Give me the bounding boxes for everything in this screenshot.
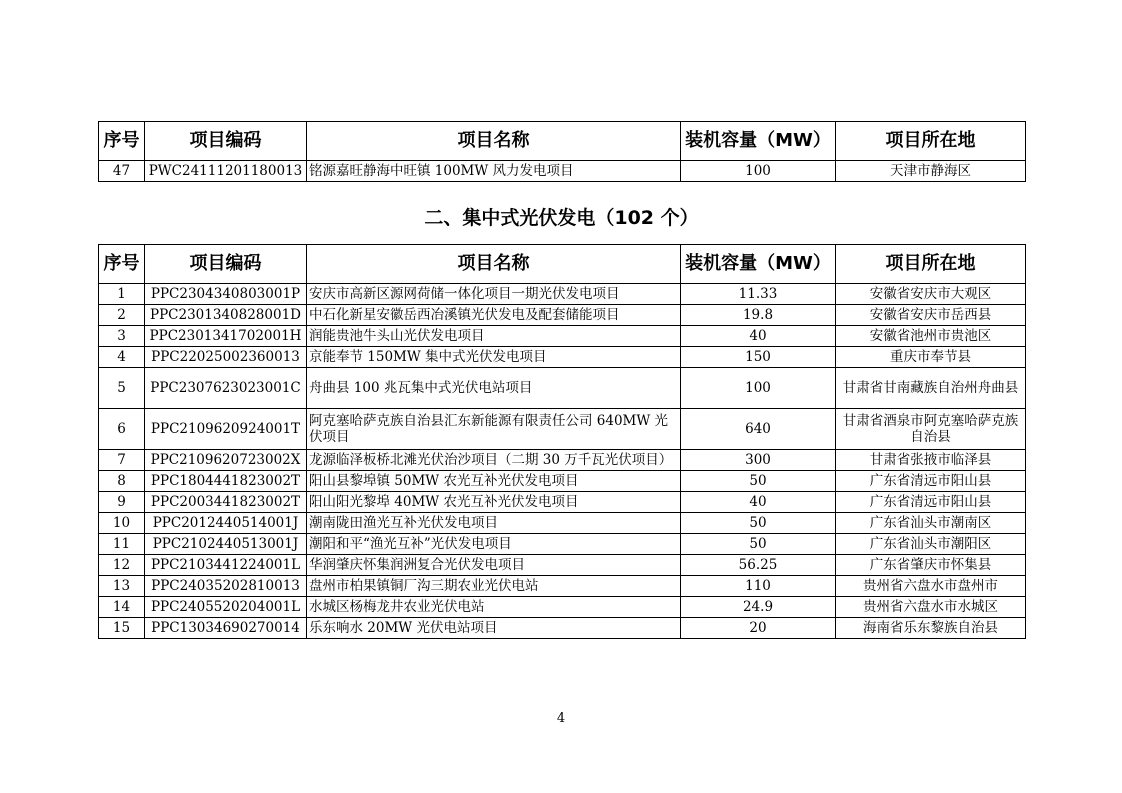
cell-project-code: PPC2102440513001J <box>145 534 307 555</box>
cell-project-name: 安庆市高新区源网荷储一体化项目一期光伏发电项目 <box>307 284 681 305</box>
cell-serial: 14 <box>99 597 145 618</box>
cell-capacity: 50 <box>681 534 836 555</box>
cell-capacity: 24.9 <box>681 597 836 618</box>
cell-capacity: 100 <box>681 368 836 409</box>
table-row <box>99 555 1026 576</box>
table-header-row <box>99 245 1026 284</box>
cell-project-code: PPC2003441823002T <box>145 492 307 513</box>
table-row <box>99 326 1026 347</box>
cell-project-name: 潮阳和平“渔光互补”光伏发电项目 <box>307 534 681 555</box>
cell-capacity: 40 <box>681 492 836 513</box>
wind-power-table <box>98 121 1026 182</box>
header-capacity: 装机容量（MW） <box>681 245 836 284</box>
cell-location: 甘肃省甘南藏族自治州舟曲县 <box>836 368 1026 409</box>
cell-project-name: 龙源临泽板桥北滩光伏治沙项目（二期 30 万千瓦光伏项目） <box>307 450 681 471</box>
page-number: 4 <box>556 711 566 726</box>
solar-power-table <box>98 244 1026 639</box>
table-row <box>99 513 1026 534</box>
cell-serial: 11 <box>99 534 145 555</box>
table-row <box>99 284 1026 305</box>
cell-capacity: 300 <box>681 450 836 471</box>
cell-serial: 9 <box>99 492 145 513</box>
cell-project-name: 京能奉节 150MW 集中式光伏发电项目 <box>307 347 681 368</box>
cell-project-code: PPC2301341702001H <box>145 326 307 347</box>
cell-location: 广东省汕头市潮阳区 <box>836 534 1026 555</box>
table-row <box>99 450 1026 471</box>
cell-location: 甘肃省酒泉市阿克塞哈萨克族自治县 <box>836 409 1026 450</box>
cell-serial: 15 <box>99 618 145 639</box>
cell-capacity: 19.8 <box>681 305 836 326</box>
header-location: 项目所在地 <box>836 245 1026 284</box>
cell-project-name: 铭源嘉旺静海中旺镇 100MW 风力发电项目 <box>307 161 681 182</box>
cell-serial: 5 <box>99 368 145 409</box>
cell-serial: 10 <box>99 513 145 534</box>
table-row <box>99 305 1026 326</box>
cell-serial: 4 <box>99 347 145 368</box>
cell-project-code: PPC2405520204001L <box>145 597 307 618</box>
cell-project-name: 潮南陇田渔光互补光伏发电项目 <box>307 513 681 534</box>
cell-serial: 12 <box>99 555 145 576</box>
cell-project-name: 中石化新星安徽岳西冶溪镇光伏发电及配套储能项目 <box>307 305 681 326</box>
cell-project-code: PPC22025002360013 <box>145 347 307 368</box>
cell-capacity: 100 <box>681 161 836 182</box>
cell-project-code: PPC13034690270014 <box>145 618 307 639</box>
cell-serial: 13 <box>99 576 145 597</box>
table-row <box>99 618 1026 639</box>
cell-project-code: PPC2103441224001L <box>145 555 307 576</box>
cell-project-code: PWC24111201180013 <box>145 161 307 182</box>
cell-capacity: 11.33 <box>681 284 836 305</box>
header-project-name: 项目名称 <box>307 245 681 284</box>
table-row <box>99 597 1026 618</box>
cell-serial: 6 <box>99 409 145 450</box>
cell-project-name: 乐东响水 20MW 光伏电站项目 <box>307 618 681 639</box>
table-row <box>99 576 1026 597</box>
cell-location: 广东省肇庆市怀集县 <box>836 555 1026 576</box>
header-location: 项目所在地 <box>836 122 1026 161</box>
cell-capacity: 50 <box>681 513 836 534</box>
cell-serial: 47 <box>99 161 145 182</box>
cell-location: 海南省乐东黎族自治县 <box>836 618 1026 639</box>
cell-project-code: PPC24035202810013 <box>145 576 307 597</box>
table-header-row <box>99 122 1026 161</box>
table-row <box>99 471 1026 492</box>
header-project-name: 项目名称 <box>307 122 681 161</box>
header-serial: 序号 <box>99 245 145 284</box>
cell-project-code: PPC2109620723002X <box>145 450 307 471</box>
table-row <box>99 368 1026 409</box>
cell-project-name: 阳山县黎埠镇 50MW 农光互补光伏发电项目 <box>307 471 681 492</box>
cell-location: 安徽省池州市贵池区 <box>836 326 1026 347</box>
header-capacity: 装机容量（MW） <box>681 122 836 161</box>
cell-location: 广东省清远市阳山县 <box>836 492 1026 513</box>
cell-capacity: 40 <box>681 326 836 347</box>
cell-serial: 1 <box>99 284 145 305</box>
cell-location: 广东省汕头市潮南区 <box>836 513 1026 534</box>
cell-project-name: 水城区杨梅龙井农业光伏电站 <box>307 597 681 618</box>
cell-capacity: 110 <box>681 576 836 597</box>
cell-capacity: 640 <box>681 409 836 450</box>
cell-location: 安徽省安庆市大观区 <box>836 284 1026 305</box>
cell-project-name: 阿克塞哈萨克族自治县汇东新能源有限责任公司 640MW 光伏项目 <box>307 409 681 450</box>
cell-location: 重庆市奉节县 <box>836 347 1026 368</box>
header-serial: 序号 <box>99 122 145 161</box>
cell-project-name: 盘州市柏果镇铜厂沟三期农业光伏电站 <box>307 576 681 597</box>
cell-project-name: 阳山阳光黎埠 40MW 农光互补光伏发电项目 <box>307 492 681 513</box>
cell-capacity: 56.25 <box>681 555 836 576</box>
cell-project-code: PPC2301340828001D <box>145 305 307 326</box>
table-row <box>99 409 1026 450</box>
table-row <box>99 534 1026 555</box>
header-project-code: 项目编码 <box>145 245 307 284</box>
cell-serial: 2 <box>99 305 145 326</box>
cell-location: 贵州省六盘水市水城区 <box>836 597 1026 618</box>
cell-location: 甘肃省张掖市临泽县 <box>836 450 1026 471</box>
cell-serial: 3 <box>99 326 145 347</box>
cell-project-code: PPC1804441823002T <box>145 471 307 492</box>
cell-project-name: 华润肇庆怀集润洲复合光伏发电项目 <box>307 555 681 576</box>
cell-project-code: PPC2304340803001P <box>145 284 307 305</box>
cell-project-name: 润能贵池牛头山光伏发电项目 <box>307 326 681 347</box>
cell-serial: 7 <box>99 450 145 471</box>
cell-location: 贵州省六盘水市盘州市 <box>836 576 1026 597</box>
cell-project-code: PPC2109620924001T <box>145 409 307 450</box>
table-row <box>99 161 1026 182</box>
cell-capacity: 20 <box>681 618 836 639</box>
table-row <box>99 492 1026 513</box>
cell-location: 天津市静海区 <box>836 161 1026 182</box>
cell-location: 安徽省安庆市岳西县 <box>836 305 1026 326</box>
header-project-code: 项目编码 <box>145 122 307 161</box>
cell-project-code: PPC2307623023001C <box>145 368 307 409</box>
cell-serial: 8 <box>99 471 145 492</box>
cell-project-name: 舟曲县 100 兆瓦集中式光伏电站项目 <box>307 368 681 409</box>
section-title: 二、集中式光伏发电（102 个） <box>424 207 699 229</box>
cell-capacity: 150 <box>681 347 836 368</box>
cell-capacity: 50 <box>681 471 836 492</box>
cell-project-code: PPC2012440514001J <box>145 513 307 534</box>
cell-location: 广东省清远市阳山县 <box>836 471 1026 492</box>
table-row <box>99 347 1026 368</box>
